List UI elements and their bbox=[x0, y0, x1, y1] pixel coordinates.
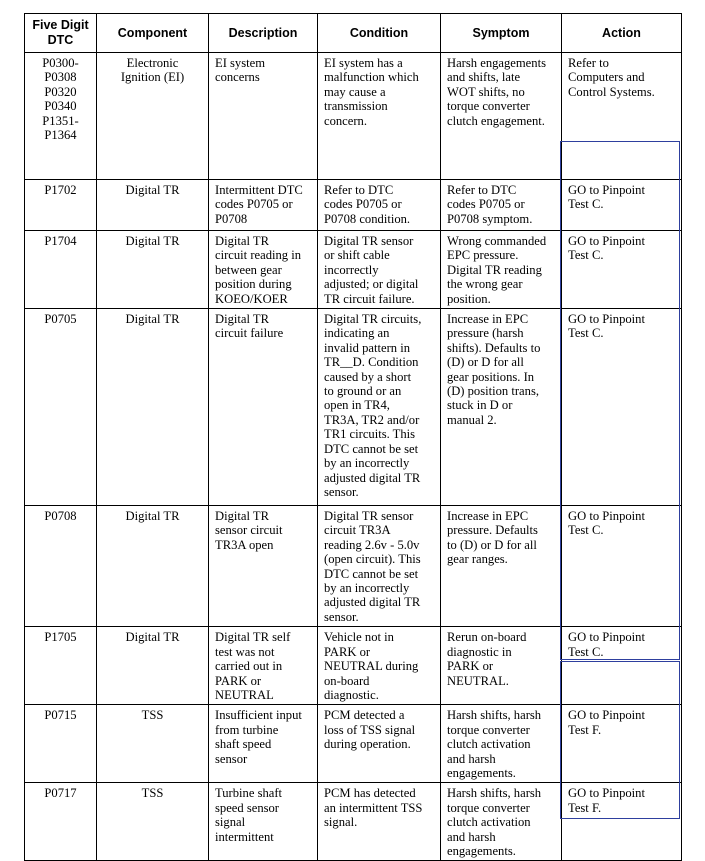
condition: Refer to DTC codes P0705 or P0708 condition. bbox=[324, 183, 411, 226]
description: Digital TR circuit reading in between gear position during KOEO/KOER bbox=[215, 234, 302, 306]
action-cell bbox=[562, 506, 682, 627]
action: GO to Pinpoint Test F. bbox=[568, 786, 645, 815]
dtc-code-cell bbox=[25, 627, 97, 705]
symptom-cell bbox=[441, 53, 562, 180]
table-row bbox=[25, 506, 682, 627]
component-cell bbox=[97, 783, 209, 861]
action: Refer to Computers and Control Systems. bbox=[568, 56, 655, 99]
dtc-code: P0300- P0308 P0320 P0340 P1351- P1364 bbox=[42, 56, 79, 143]
dtc-code: P1702 bbox=[44, 183, 77, 197]
table-row bbox=[25, 309, 682, 506]
dtc-code: P0708 bbox=[44, 509, 77, 524]
symptom-cell bbox=[441, 309, 562, 506]
description-cell bbox=[209, 180, 318, 231]
dtc-code-cell bbox=[25, 180, 97, 231]
component-cell bbox=[97, 231, 209, 309]
component-cell bbox=[97, 180, 209, 231]
action: GO to Pinpoint Test C. bbox=[568, 234, 645, 263]
condition-cell bbox=[318, 231, 441, 309]
component-cell bbox=[97, 53, 209, 180]
dtc-table bbox=[24, 13, 682, 861]
description: Digital TR sensor circuit TR3A open bbox=[215, 509, 283, 552]
condition: Digital TR circuits, indicating an invalid pattern in TR__D. Condition caused by a short to ground or an open in TR4, TR3A, TR2 and/or TR1 circuits. This DTC cannot be set by an incorrectly adjusted digital TR sensor. bbox=[324, 312, 422, 499]
table-row bbox=[25, 783, 682, 861]
description-cell bbox=[209, 506, 318, 627]
header-dtc: Five Digit DTC bbox=[25, 14, 97, 53]
condition-cell bbox=[318, 53, 441, 180]
component-cell bbox=[97, 506, 209, 627]
action-cell bbox=[562, 180, 682, 231]
condition: EI system has a malfunction which may cause a transmission concern. bbox=[324, 56, 419, 128]
symptom-cell bbox=[441, 506, 562, 627]
table-row bbox=[25, 627, 682, 705]
action-cell bbox=[562, 231, 682, 309]
component: TSS bbox=[141, 786, 164, 801]
dtc-code-cell bbox=[25, 783, 97, 861]
condition-cell bbox=[318, 783, 441, 861]
condition: Digital TR sensor or shift cable incorrectly adjusted; or digital TR circuit failure. bbox=[324, 234, 419, 306]
component-cell bbox=[97, 309, 209, 506]
action-cell bbox=[562, 783, 682, 861]
description-cell bbox=[209, 309, 318, 506]
action: GO to Pinpoint Test C. bbox=[568, 630, 645, 659]
symptom: Refer to DTC codes P0705 or P0708 symptom. bbox=[447, 183, 533, 226]
condition-cell bbox=[318, 506, 441, 627]
header-symptom: Symptom bbox=[441, 14, 562, 53]
condition: PCM has detected an intermittent TSS signal. bbox=[324, 786, 423, 830]
dtc-code-cell bbox=[25, 506, 97, 627]
symptom: Increase in EPC pressure. Defaults to (D) or D for all gear ranges. bbox=[447, 509, 538, 567]
action: GO to Pinpoint Test F. bbox=[568, 708, 645, 737]
symptom: Increase in EPC pressure (harsh shifts). Defaults to (D) or D for all gear positions. In (D) position trans, stuck in D or manual 2. bbox=[447, 312, 541, 427]
component: Electronic Ignition (EI) bbox=[120, 56, 185, 85]
header-row bbox=[25, 14, 682, 53]
condition-cell bbox=[318, 309, 441, 506]
action-cell bbox=[562, 53, 682, 180]
description: Turbine shaft speed sensor signal intermittent bbox=[215, 786, 283, 844]
header-condition: Condition bbox=[318, 14, 441, 53]
table-row bbox=[25, 231, 682, 309]
action-cell bbox=[562, 309, 682, 506]
description-cell bbox=[209, 705, 318, 783]
symptom: Rerun on-board diagnostic in PARK or NEUTRAL. bbox=[447, 630, 527, 688]
component-cell bbox=[97, 627, 209, 705]
dtc-code-cell bbox=[25, 309, 97, 506]
table-row bbox=[25, 180, 682, 231]
action-cell bbox=[562, 627, 682, 705]
action: GO to Pinpoint Test C. bbox=[568, 312, 645, 341]
condition-cell bbox=[318, 627, 441, 705]
dtc-code-cell bbox=[25, 705, 97, 783]
table-row bbox=[25, 53, 682, 180]
component: Digital TR bbox=[125, 630, 180, 645]
description: Digital TR circuit failure bbox=[215, 312, 284, 341]
table-row bbox=[25, 705, 682, 783]
component: Digital TR bbox=[125, 509, 180, 524]
dtc-code-cell bbox=[25, 53, 97, 180]
symptom-cell bbox=[441, 231, 562, 309]
symptom: Harsh shifts, harsh torque converter clutch activation and harsh engagements. bbox=[447, 786, 542, 858]
dtc-code: P1705 bbox=[44, 630, 77, 645]
action-cell bbox=[562, 705, 682, 783]
dtc-code: P1704 bbox=[44, 234, 77, 248]
symptom: Harsh engagements and shifts, late WOT shifts, no torque converter clutch engagement. bbox=[447, 56, 546, 128]
description: Insufficient input from turbine shaft speed sensor bbox=[215, 708, 302, 766]
component: Digital TR bbox=[125, 234, 180, 248]
condition: Digital TR sensor circuit TR3A reading 2.6v - 5.0v (open circuit). This DTC cannot be set by an incorrectly adjusted digital TR sensor. bbox=[324, 509, 421, 624]
component: Digital TR bbox=[125, 183, 180, 197]
symptom-cell bbox=[441, 783, 562, 861]
description-cell bbox=[209, 783, 318, 861]
header-description: Description bbox=[209, 14, 318, 53]
condition: PCM detected a loss of TSS signal during operation. bbox=[324, 708, 416, 752]
action: GO to Pinpoint Test C. bbox=[568, 509, 645, 538]
description-cell bbox=[209, 627, 318, 705]
dtc-code: P0705 bbox=[44, 312, 77, 327]
component: Digital TR bbox=[125, 312, 180, 327]
action: GO to Pinpoint Test C. bbox=[568, 183, 645, 212]
description-cell bbox=[209, 53, 318, 180]
header-component: Component bbox=[97, 14, 209, 53]
dtc-code: P0715 bbox=[44, 708, 77, 723]
symptom-cell bbox=[441, 180, 562, 231]
symptom: Wrong commanded EPC pressure. Digital TR reading the wrong gear position. bbox=[447, 234, 547, 306]
description: Intermittent DTC codes P0705 or P0708 bbox=[215, 183, 303, 226]
header-action: Action bbox=[562, 14, 682, 53]
description: Digital TR self test was not carried out in PARK or NEUTRAL bbox=[215, 630, 291, 702]
symptom-cell bbox=[441, 627, 562, 705]
symptom-cell bbox=[441, 705, 562, 783]
dtc-code: P0717 bbox=[44, 786, 77, 801]
condition-cell bbox=[318, 705, 441, 783]
symptom: Harsh shifts, harsh torque converter clutch activation and harsh engagements. bbox=[447, 708, 542, 780]
description-cell bbox=[209, 231, 318, 309]
condition-cell bbox=[318, 180, 441, 231]
component: TSS bbox=[141, 708, 164, 723]
dtc-code-cell bbox=[25, 231, 97, 309]
condition: Vehicle not in PARK or NEUTRAL during on-board diagnostic. bbox=[324, 630, 419, 702]
description: EI system concerns bbox=[215, 56, 266, 85]
component-cell bbox=[97, 705, 209, 783]
